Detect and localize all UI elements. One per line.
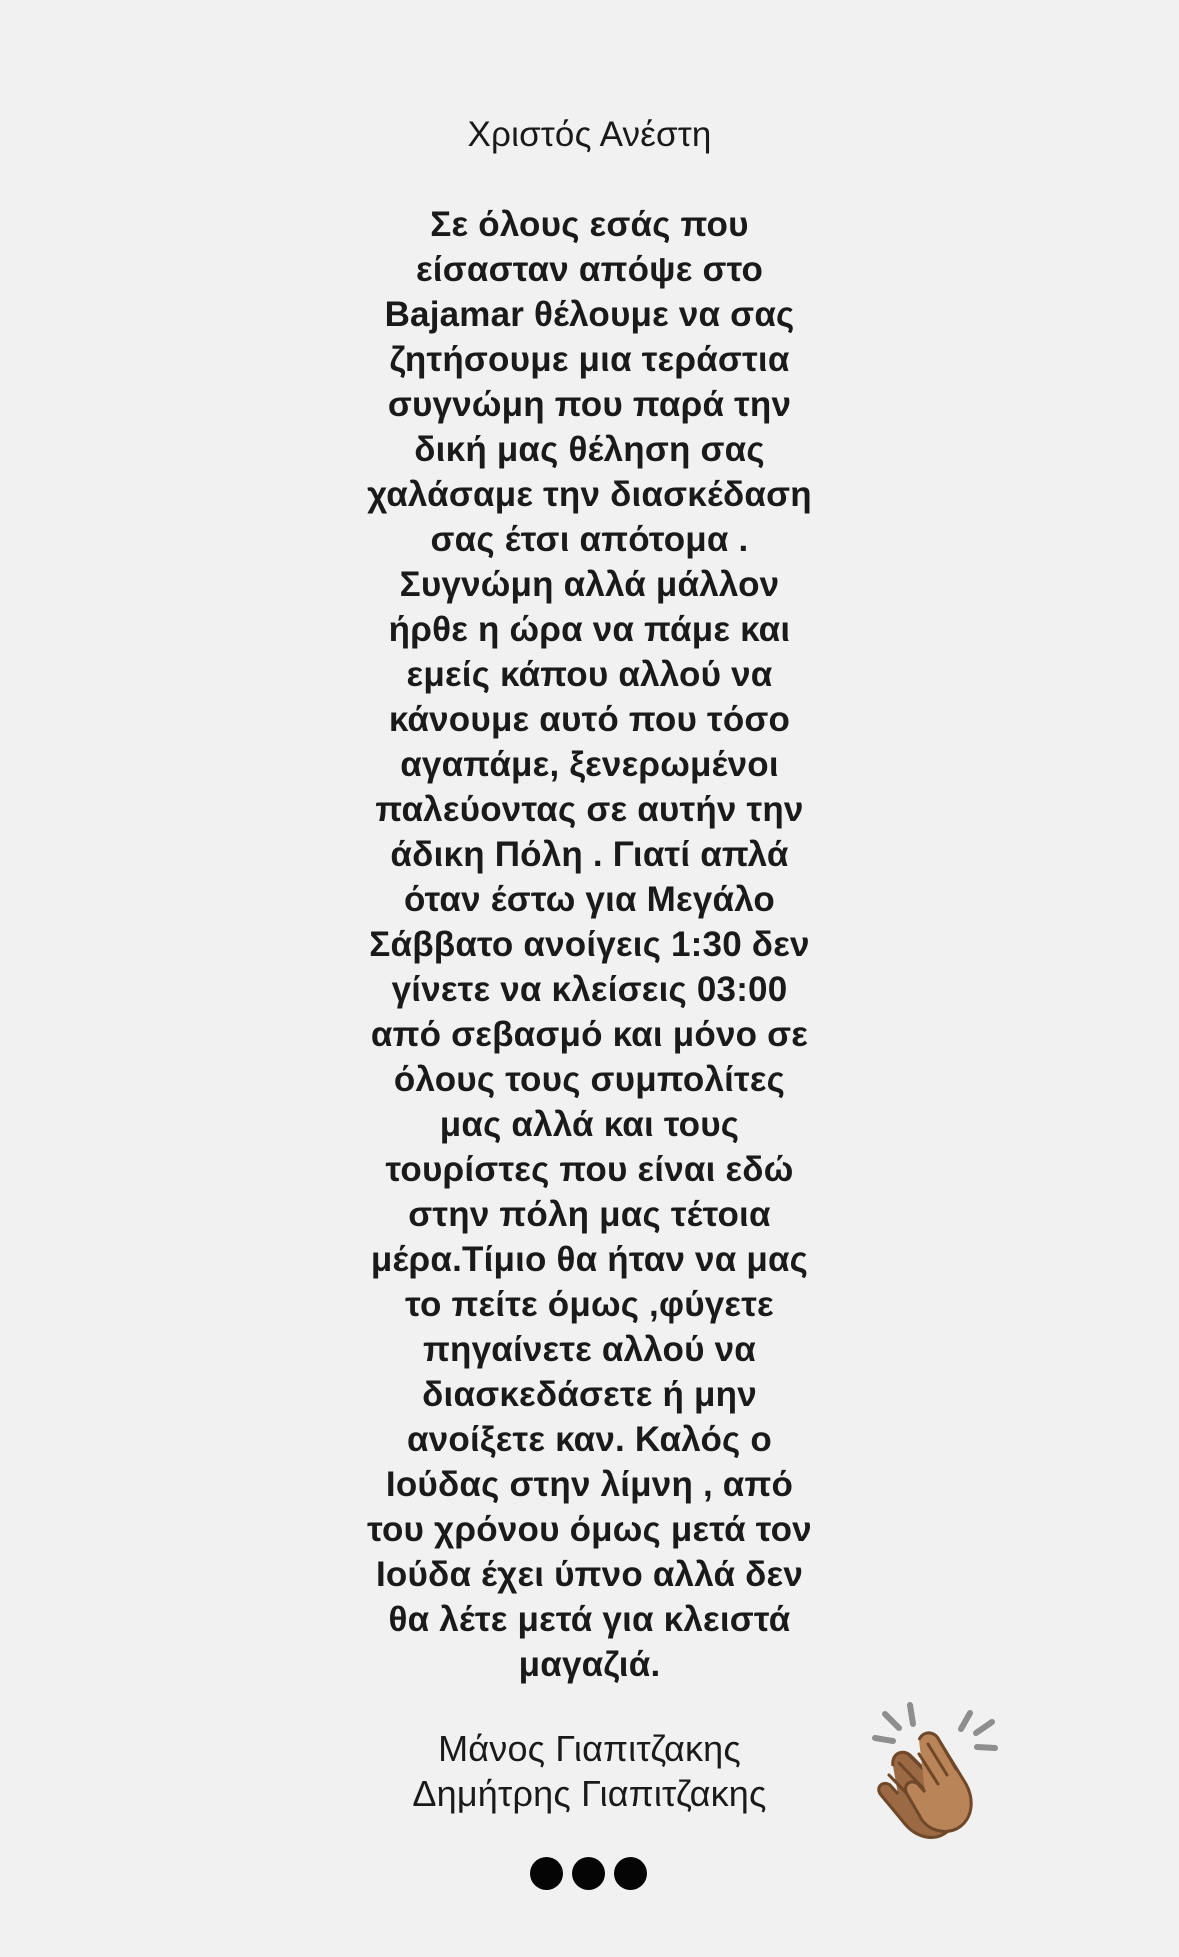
message-line: αγαπάμε, ξενερωμένοι: [400, 745, 779, 784]
signature: [310, 1726, 869, 1816]
message-line: στην πόλη μας τέτοια: [408, 1195, 771, 1234]
more-dot-icon: [530, 1857, 563, 1890]
message-line: θα λέτε μετά για κλειστά: [388, 1600, 791, 1639]
title-text: Χριστός Ανέστη: [467, 115, 712, 154]
message-line: όταν έστω για Μεγάλο: [403, 880, 776, 919]
more-dot-icon: [572, 1857, 605, 1890]
message-line: Bajamar θέλουμε να σας: [384, 295, 795, 334]
clapping-hands-icon: [865, 1700, 1005, 1840]
message-line: δική μας θέληση σας: [414, 430, 765, 469]
message-line: μαγαζιά.: [518, 1645, 661, 1684]
message-line: άδικη Πόλη . Γιατί απλά: [390, 835, 789, 874]
message-line: συγνώμη που παρά την: [387, 385, 792, 424]
message-line: μέρα.Τίμιο θα ήταν να μας: [370, 1240, 809, 1279]
message-line: ανοίξετε καν. Καλός ο: [407, 1420, 772, 1459]
signature-line: Δημήτρης Γιαπιτζακης: [412, 1773, 767, 1814]
message-line: τουρίστες που είναι εδώ: [385, 1150, 794, 1189]
message-line: από σεβασμό και μόνο σε: [370, 1015, 809, 1054]
more-options-button[interactable]: [530, 1857, 648, 1893]
message-line: πηγαίνετε αλλού να: [423, 1330, 756, 1369]
message-line: χαλάσαμε την διασκέδαση: [367, 475, 812, 514]
message-line: Σάββατο ανοίγεις 1:30 δεν: [369, 925, 810, 964]
message-line: κάνουμε αυτό που τόσο: [388, 700, 791, 739]
message-line: του χρόνου όμως μετά τον: [367, 1510, 812, 1549]
message-line: ήρθε η ώρα να πάμε και: [388, 610, 791, 649]
story-title: [310, 112, 869, 157]
message-line: παλεύοντας σε αυτήν την: [375, 790, 804, 829]
message-line: διασκεδάσετε ή μην: [422, 1375, 757, 1414]
message-line: Συγνώμη αλλά μάλλον: [399, 565, 780, 604]
message-line: Ιούδα έχει ύπνο αλλά δεν: [375, 1555, 804, 1594]
message-line: σας έτσι απότομα .: [430, 520, 749, 559]
message-line: ζητήσουμε μια τεράστια: [389, 340, 790, 379]
story-message: [310, 202, 869, 1687]
message-line: Σε όλους εσάς που: [430, 205, 749, 244]
signature-line: Μάνος Γιαπιτζακης: [438, 1728, 741, 1769]
message-line: Ιούδας στην λίμνη , από: [385, 1465, 794, 1504]
message-line: είσασταν απόψε στο: [415, 250, 764, 289]
message-line: μας αλλά και τους: [439, 1105, 740, 1144]
message-line: όλους τους συμπολίτες: [393, 1060, 786, 1099]
message-line: εμείς κάπου αλλού να: [406, 655, 773, 694]
message-line: γίνετε να κλείσεις 03:00: [391, 970, 788, 1009]
more-dot-icon: [614, 1857, 647, 1890]
message-line: το πείτε όμως ,φύγετε: [405, 1285, 774, 1324]
